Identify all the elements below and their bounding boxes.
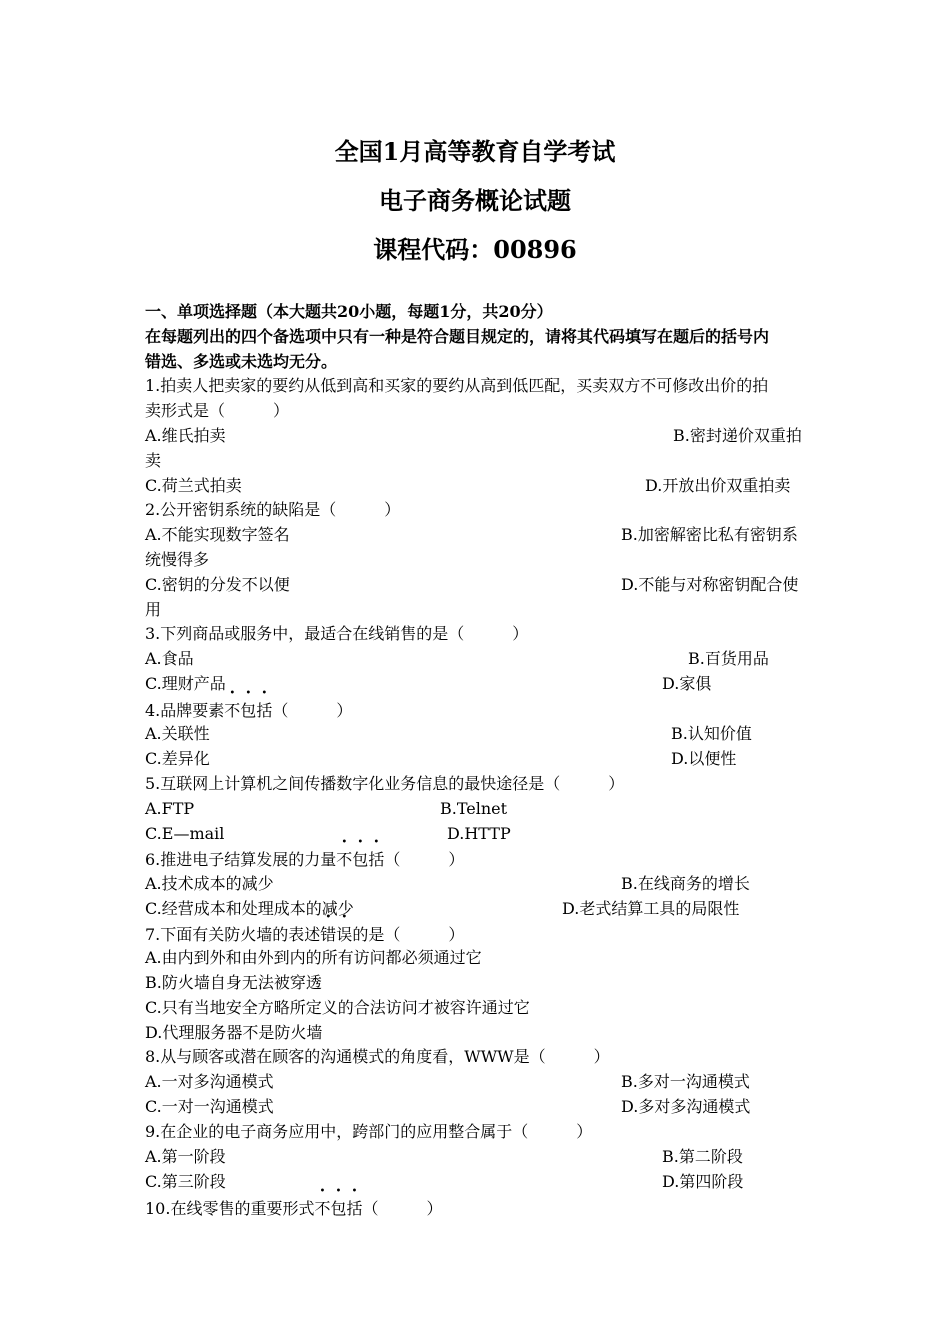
emphasis-char: 括 xyxy=(346,1199,363,1218)
q9-option-a: A.第一阶段 xyxy=(145,1147,226,1166)
question-10 xyxy=(145,1197,443,1221)
q6-option-d: D.老式结算工具的局限性 xyxy=(562,899,740,918)
section-instruction-cont: 错选、多选或未选均无分。 xyxy=(145,352,338,371)
q7-option-c: C.只有当地安全方略所定义的合法访问才被容许通过它 xyxy=(145,998,530,1017)
emphasis-char: 括 xyxy=(368,850,385,869)
question-1-cont: 卖形式是（ ） xyxy=(145,401,290,420)
emphasis-char: 不 xyxy=(336,850,353,869)
q4-option-a: A.关联性 xyxy=(145,724,210,743)
q9-option-d: D.第四阶段 xyxy=(662,1172,744,1191)
question-1: 1.拍卖人把卖家的要约从低到高和买家的要约从高到低匹配，买卖双方不可修改出价的拍 xyxy=(145,376,769,395)
emphasis-char: 括 xyxy=(256,701,273,720)
section-heading: 一、单项选择题（本大题共20小题，每题1分，共20分） xyxy=(145,302,553,321)
question-6-blank: （ ） xyxy=(384,850,465,869)
emphasis-char: 错 xyxy=(320,925,337,944)
q3-option-c: C.理财产品 xyxy=(145,674,226,693)
q4-option-b: B.认知价值 xyxy=(671,724,752,743)
q5-option-a: A.FTP xyxy=(145,799,195,818)
exam-title: 全国1月高等教育自学考试 xyxy=(334,137,616,166)
q2-option-d: D.不能与对称密钥配合使 xyxy=(621,575,799,594)
q7-option-a: A.由内到外和由外到内的所有访问都必须通过它 xyxy=(145,948,482,967)
q5-option-b: B.Telnet xyxy=(440,799,508,818)
q8-option-c: C.一对一沟通模式 xyxy=(145,1097,274,1116)
q7-option-d: D.代理服务器不是防火墙 xyxy=(145,1023,323,1042)
question-5: 5.互联网上计算机之间传播数字化业务信息的最快途径是（ ） xyxy=(145,774,625,793)
q1-option-c: C.荷兰式拍卖 xyxy=(145,476,242,495)
exam-subject: 电子商务概论试题 xyxy=(379,186,571,215)
q9-option-c: C.第三阶段 xyxy=(145,1172,226,1191)
q3-option-a: A.食品 xyxy=(145,649,194,668)
question-7-blank: 的是（ ） xyxy=(352,925,465,944)
question-10-text: 10.在线零售的重要形式 xyxy=(145,1199,315,1218)
q4-option-c: C.差异化 xyxy=(145,749,210,768)
question-6 xyxy=(145,848,464,872)
question-3: 3.下列商品或服务中，最适合在线销售的是（ ） xyxy=(145,624,529,643)
q8-option-a: A.一对多沟通模式 xyxy=(145,1072,274,1091)
q3-option-b: B.百货用品 xyxy=(688,649,769,668)
q2-option-b-cont: 统慢得多 xyxy=(145,550,210,569)
q2-option-d-cont: 用 xyxy=(145,600,162,619)
q8-option-d: D.多对多沟通模式 xyxy=(621,1097,751,1116)
question-2: 2.公开密钥系统的缺陷是（ ） xyxy=(145,500,401,519)
q7-option-b: B.防火墙自身无法被穿透 xyxy=(145,973,322,992)
section-instruction: 在每题列出的四个备选项中只有一种是符合题目规定的，请将其代码填写在题后的括号内 xyxy=(145,327,770,346)
question-7-text: 7.下面有关防火墙的表述 xyxy=(145,925,321,944)
emphasis-char: 不 xyxy=(224,701,241,720)
question-4-text: 4.品牌要素 xyxy=(145,701,225,720)
q5-option-d: D.HTTP xyxy=(447,824,511,843)
q2-option-c: C.密钥的分发不以便 xyxy=(145,575,290,594)
emphasis-char: 误 xyxy=(336,925,353,944)
q1-option-d: D.开放出价双重拍卖 xyxy=(645,476,791,495)
q4-option-d: D.以便性 xyxy=(671,749,737,768)
q1-option-a: A.维氏拍卖 xyxy=(145,426,226,445)
emphasis-char: 包 xyxy=(352,850,369,869)
question-9: 9.在企业的电子商务应用中，跨部门的应用整合属于（ ） xyxy=(145,1122,593,1141)
question-6-text: 6.推进电子结算发展的力量 xyxy=(145,850,337,869)
q5-option-c: C.E—mail xyxy=(145,824,225,843)
question-4-blank: （ ） xyxy=(272,701,353,720)
q2-option-b: B.加密解密比私有密钥系 xyxy=(621,525,798,544)
question-4 xyxy=(145,699,352,723)
q9-option-b: B.第二阶段 xyxy=(662,1147,743,1166)
emphasis-char: 不 xyxy=(314,1199,331,1218)
q6-option-a: A.技术成本的减少 xyxy=(145,874,274,893)
emphasis-char: 包 xyxy=(330,1199,347,1218)
q3-option-d: D.家俱 xyxy=(662,674,712,693)
q2-option-a: A.不能实现数字签名 xyxy=(145,525,290,544)
q1-option-b: B.密封递价双重拍 xyxy=(673,426,802,445)
q6-option-b: B.在线商务的增长 xyxy=(621,874,750,893)
question-7 xyxy=(145,923,464,947)
emphasis-char: 包 xyxy=(240,701,257,720)
question-10-blank: （ ） xyxy=(362,1199,443,1218)
course-code: 课程代码：00896 xyxy=(373,235,577,264)
question-8: 8.从与顾客或潜在顾客的沟通模式的角度看，WWW是（ ） xyxy=(145,1047,610,1066)
q8-option-b: B.多对一沟通模式 xyxy=(621,1072,750,1091)
q6-option-c: C.经营成本和处理成本的减少 xyxy=(145,899,354,918)
q1-option-b-cont: 卖 xyxy=(145,451,162,470)
